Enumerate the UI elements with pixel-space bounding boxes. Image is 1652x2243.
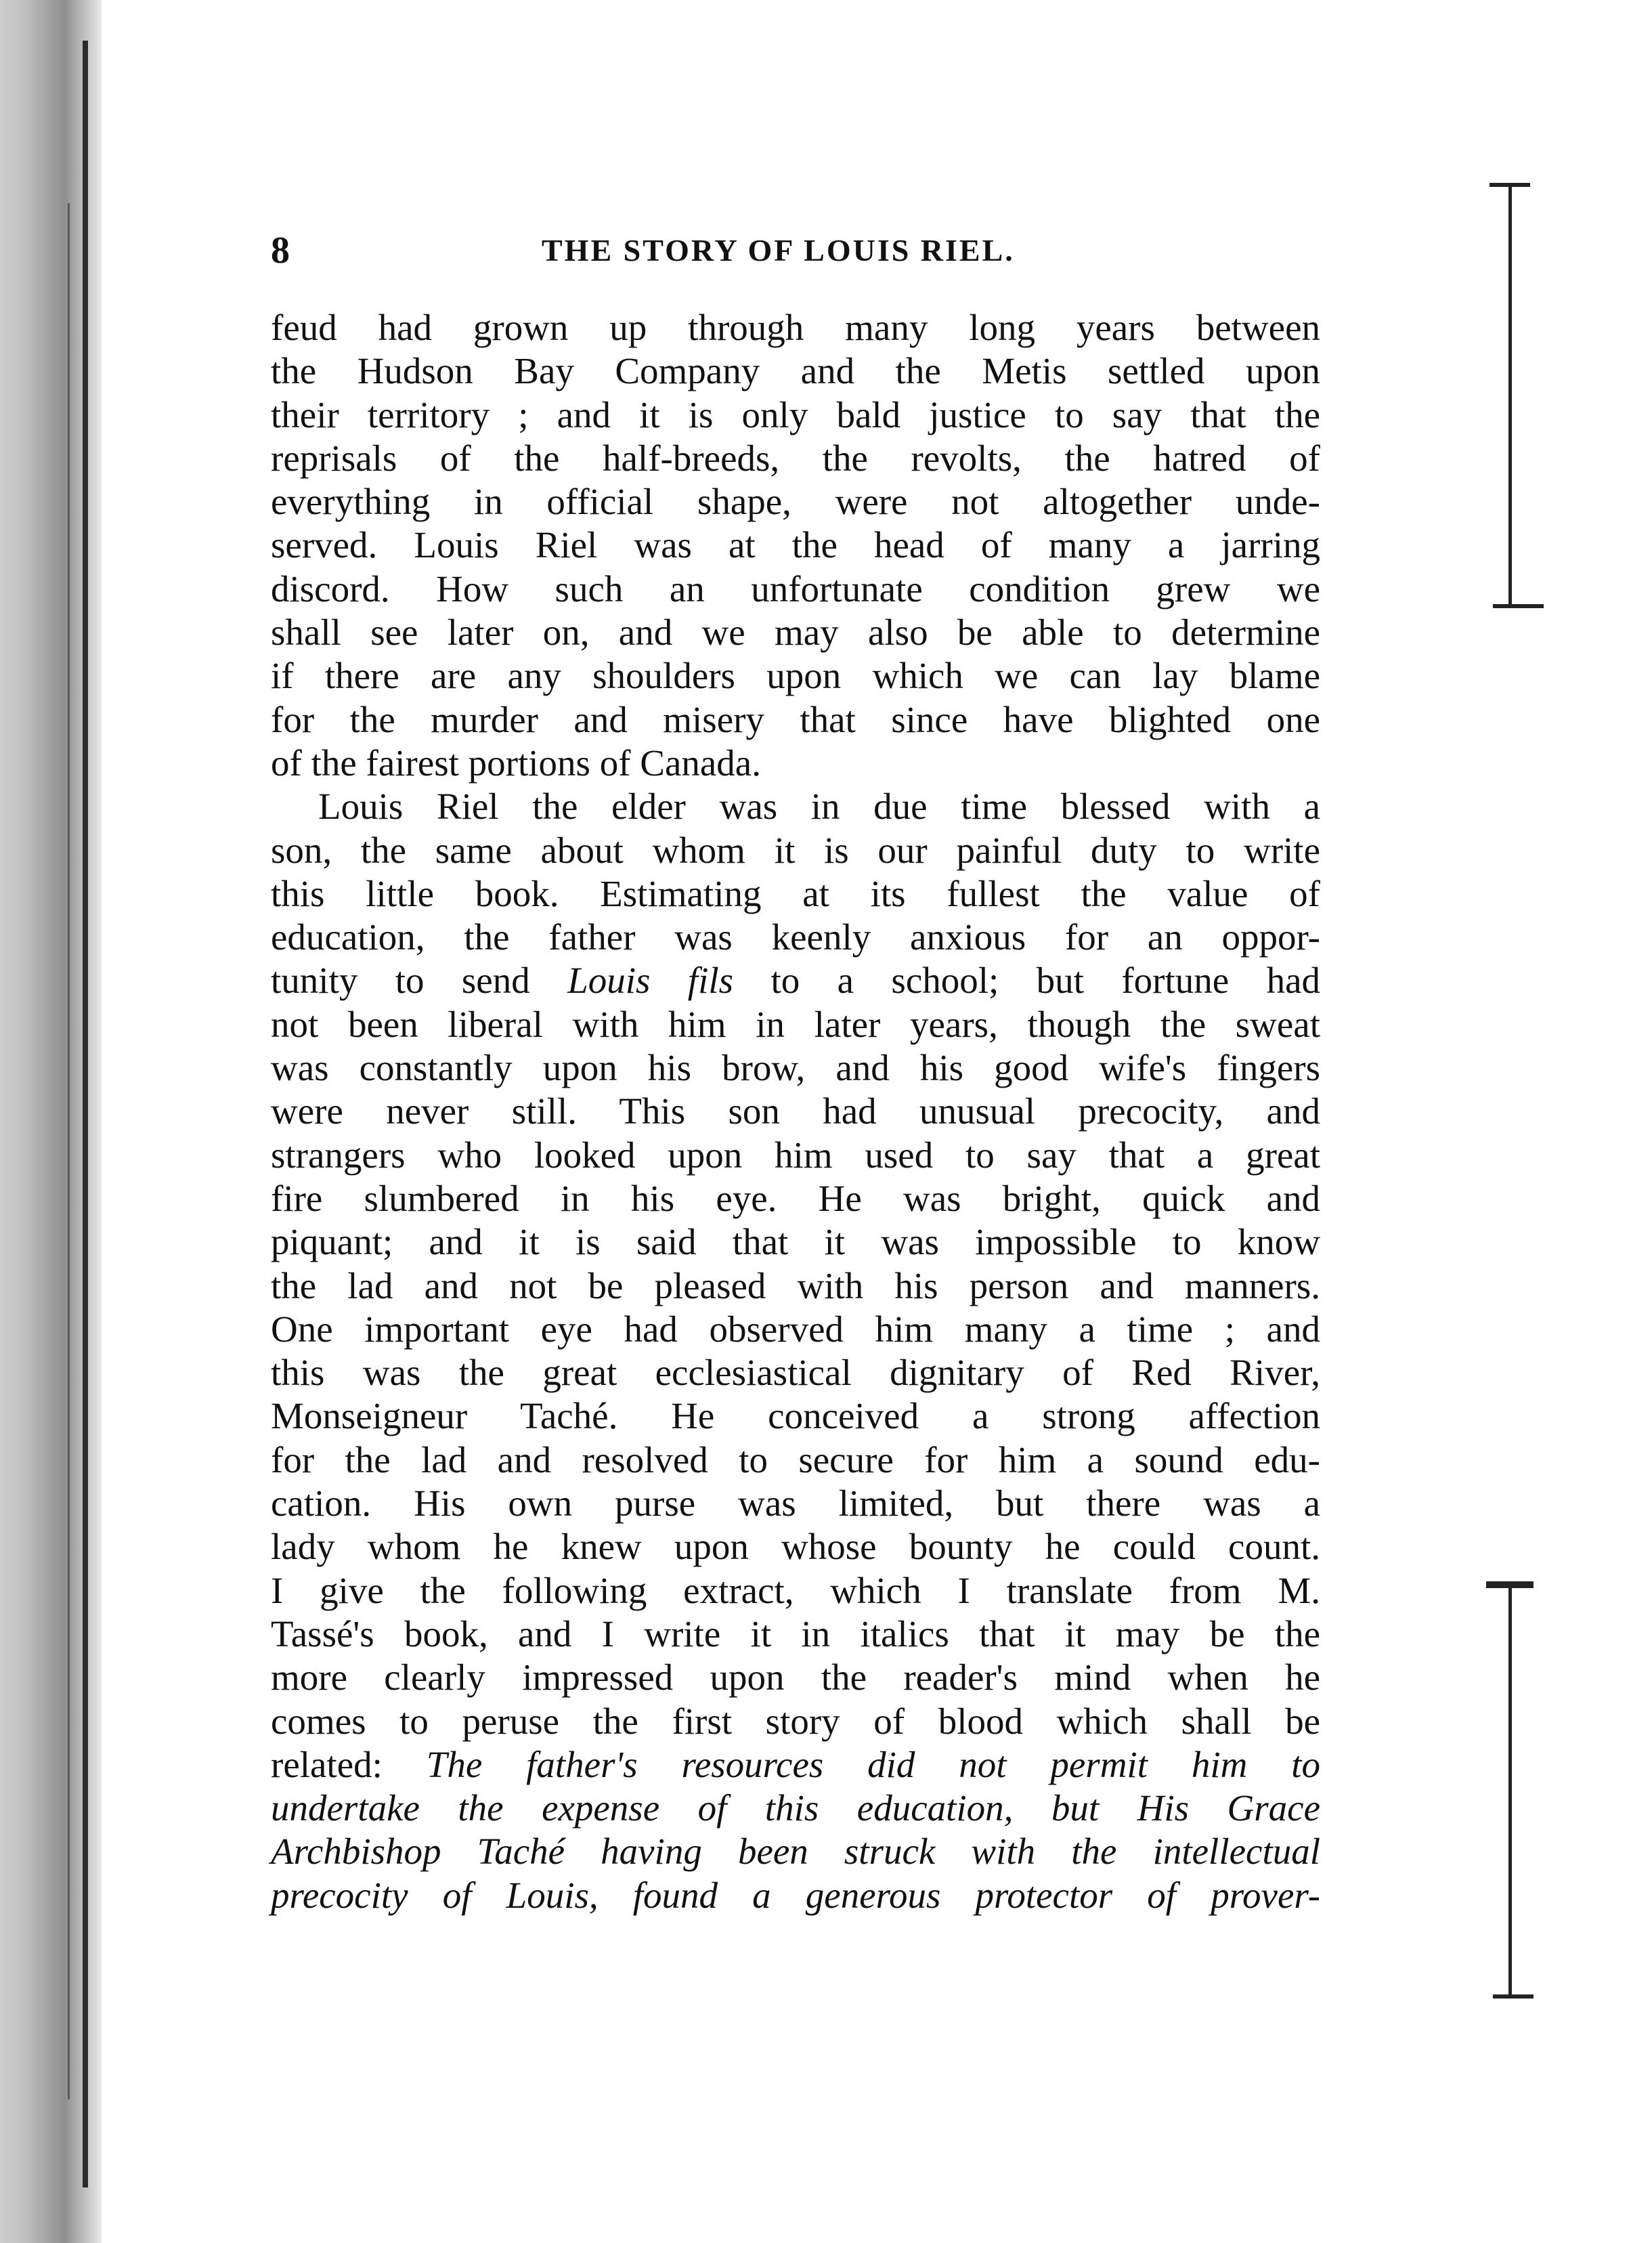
italic-text-line: undertake the expense of this education, but His Grace bbox=[271, 1787, 1320, 1829]
text-line: feud had grown up through many long years between bbox=[271, 307, 1320, 348]
text-run: to a school; but fortune had bbox=[733, 960, 1320, 1002]
italic-text-line: precocity of Louis, found a generous protector of prover- bbox=[271, 1874, 1320, 1916]
text-line: comes to peruse the first story of blood which shall be bbox=[271, 1700, 1320, 1742]
text-line: served. Louis Riel was at the head of many a jarring bbox=[271, 524, 1320, 566]
page-number: 8 bbox=[271, 230, 290, 272]
scan-mark-mid bbox=[1493, 604, 1544, 608]
scan-mark-line-lower bbox=[1508, 1588, 1512, 1994]
text-line: One important eye had observed him many a time ; and bbox=[271, 1308, 1320, 1350]
text-line: everything in official shape, were not altogether unde- bbox=[271, 481, 1320, 523]
text-line: the lad and not be pleased with his person and manners. bbox=[271, 1264, 1320, 1306]
text-line: not been liberal with him in later years, though the sweat bbox=[271, 1003, 1320, 1045]
text-line: this little book. Estimating at its fullest the value of bbox=[271, 872, 1320, 914]
text-line: their territory ; and it is only bald justice to say that the bbox=[271, 393, 1320, 435]
text-line: for the murder and misery that since have blighted one bbox=[271, 698, 1320, 740]
text-line: this was the great ecclesiastical dignitary of Red River, bbox=[271, 1352, 1320, 1394]
page-header bbox=[271, 223, 1327, 278]
scan-mark-line-upper bbox=[1508, 186, 1512, 606]
text-line: reprisals of the half-breeds, the revolts, the hatred of bbox=[271, 437, 1320, 479]
italic-text-run: The father's resources did not permit him to bbox=[426, 1743, 1320, 1785]
text-line: discord. How such an unfortunate condition grew we bbox=[271, 568, 1320, 610]
text-line: cation. His own purse was limited, but there was a bbox=[271, 1482, 1320, 1524]
text-line: Tassé's book, and I write it in italics that it may be the bbox=[271, 1612, 1320, 1654]
text-line: education, the father was keenly anxious for an oppor- bbox=[271, 916, 1320, 958]
text-line: I give the following extract, which I translate from M. bbox=[271, 1569, 1320, 1611]
scan-mark-bottom bbox=[1493, 1994, 1534, 1999]
text-line: the Hudson Bay Company and the Metis settled upon bbox=[271, 350, 1320, 392]
text-line: piquant; and it is said that it was impossible to know bbox=[271, 1221, 1320, 1263]
text-line: fire slumbered in his eye. He was bright, quick and bbox=[271, 1177, 1320, 1219]
text-line: Louis Riel the elder was in due time blessed with a bbox=[318, 786, 1320, 828]
body-text bbox=[271, 306, 1320, 1917]
text-line: of the fairest portions of Canada. bbox=[271, 742, 761, 784]
running-title: THE STORY OF LOUIS RIEL. bbox=[542, 233, 1015, 268]
text-line: lady whom he knew upon whose bounty he could count. bbox=[271, 1526, 1320, 1568]
text-line-mixed bbox=[271, 1743, 1320, 1787]
text-line: were never still. This son had unusual precocity, and bbox=[271, 1090, 1320, 1132]
text-line: if there are any shoulders upon which we can lay blame bbox=[271, 655, 1320, 697]
binding-edge-inner bbox=[68, 203, 70, 2099]
italic-text-run: Louis fils bbox=[567, 960, 734, 1002]
text-line: for the lad and resolved to secure for him a sound edu- bbox=[271, 1438, 1320, 1480]
text-line: more clearly impressed upon the reader's mind when he bbox=[271, 1657, 1320, 1699]
text-line-mixed bbox=[271, 959, 1320, 1002]
italic-text-line: Archbishop Taché having been struck with the intellectual bbox=[271, 1831, 1320, 1873]
text-run: related: bbox=[271, 1743, 427, 1785]
binding-edge bbox=[83, 41, 88, 2187]
text-line: son, the same about whom it is our painful duty to write bbox=[271, 829, 1320, 871]
text-line: strangers who looked upon him used to say that a great bbox=[271, 1134, 1320, 1176]
text-line: Monseigneur Taché. He conceived a strong affection bbox=[271, 1395, 1320, 1437]
scan-mark-lower-top bbox=[1486, 1581, 1534, 1588]
text-run: tunity to send bbox=[271, 960, 568, 1002]
text-line: was constantly upon his brow, and his good wife's fingers bbox=[271, 1047, 1320, 1089]
text-line: shall see later on, and we may also be able to determine bbox=[271, 612, 1320, 654]
